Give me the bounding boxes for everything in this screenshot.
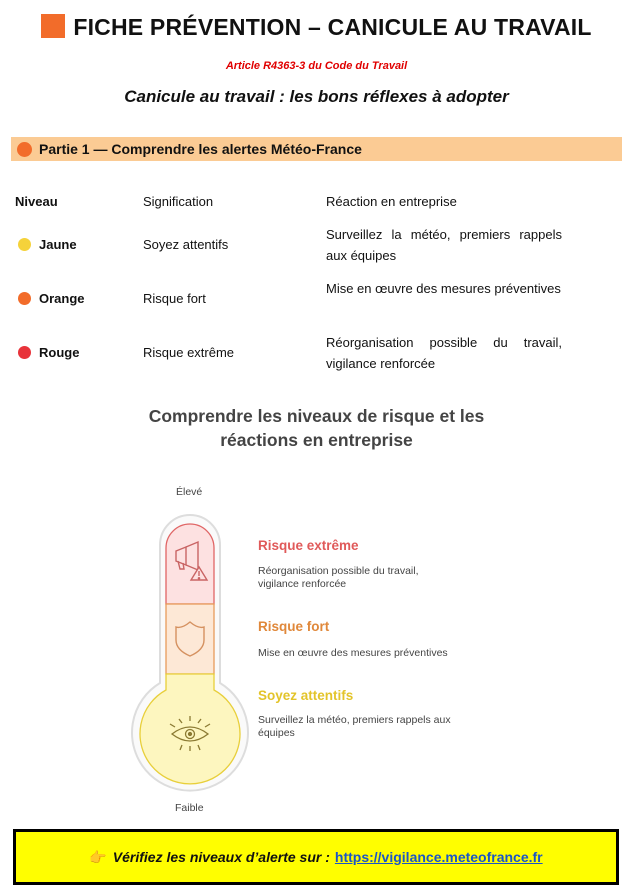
- diagram-title: Comprendre les niveaux de risque et les réactions en entreprise: [148, 406, 485, 450]
- risk-desc-attentive: Surveillez la météo, premiers rappels aux équipes: [258, 714, 451, 739]
- risk-desc-extreme: Réorganisation possible du travail, vigilance renforcée: [258, 565, 419, 590]
- risk-heading-attentive: Soyez attentifs: [258, 688, 354, 703]
- level-meaning: Risque extrême: [143, 345, 235, 360]
- vigilance-link[interactable]: https://vigilance.meteofrance.fr: [334, 849, 543, 865]
- level-name: Orange: [39, 291, 85, 306]
- scale-top-label: Élevé: [176, 486, 203, 498]
- page-subtitle: Canicule au travail : les bons réflexes à adopter: [124, 87, 509, 106]
- level-meaning: Risque fort: [143, 291, 206, 306]
- risk-desc-strong: Mise en œuvre des mesures préventives: [258, 647, 448, 659]
- level-name: Jaune: [39, 237, 77, 252]
- level-name: Rouge: [39, 345, 80, 360]
- level-reaction: Surveillez la météo, premiers rappels aux équipes: [326, 227, 562, 263]
- col-header-level: Niveau: [15, 194, 58, 209]
- level-reaction: Réorganisation possible du travail, vigilance renforcée: [326, 335, 562, 371]
- level-meaning: Soyez attentifs: [143, 237, 229, 252]
- col-header-reaction: Réaction en entreprise: [326, 194, 457, 209]
- col-header-meaning: Signification: [143, 194, 214, 209]
- footer-banner: [13, 829, 619, 885]
- level-reaction: Mise en œuvre des mesures préventives: [326, 281, 561, 296]
- risk-heading-extreme: Risque extrême: [258, 538, 359, 553]
- scale-bottom-label: Faible: [175, 802, 204, 814]
- pointing-hand-icon: 👉: [89, 848, 107, 865]
- article-reference: Article R4363-3 du Code du Travail: [225, 60, 408, 72]
- footer-text: Vérifiez les niveaux d’alerte sur :: [112, 849, 330, 865]
- part1-title: Partie 1 — Comprendre les alertes Météo-France: [39, 141, 362, 157]
- page-title: FICHE PRÉVENTION – CANICULE AU TRAVAIL: [0, 14, 633, 41]
- risk-heading-strong: Risque fort: [258, 619, 330, 634]
